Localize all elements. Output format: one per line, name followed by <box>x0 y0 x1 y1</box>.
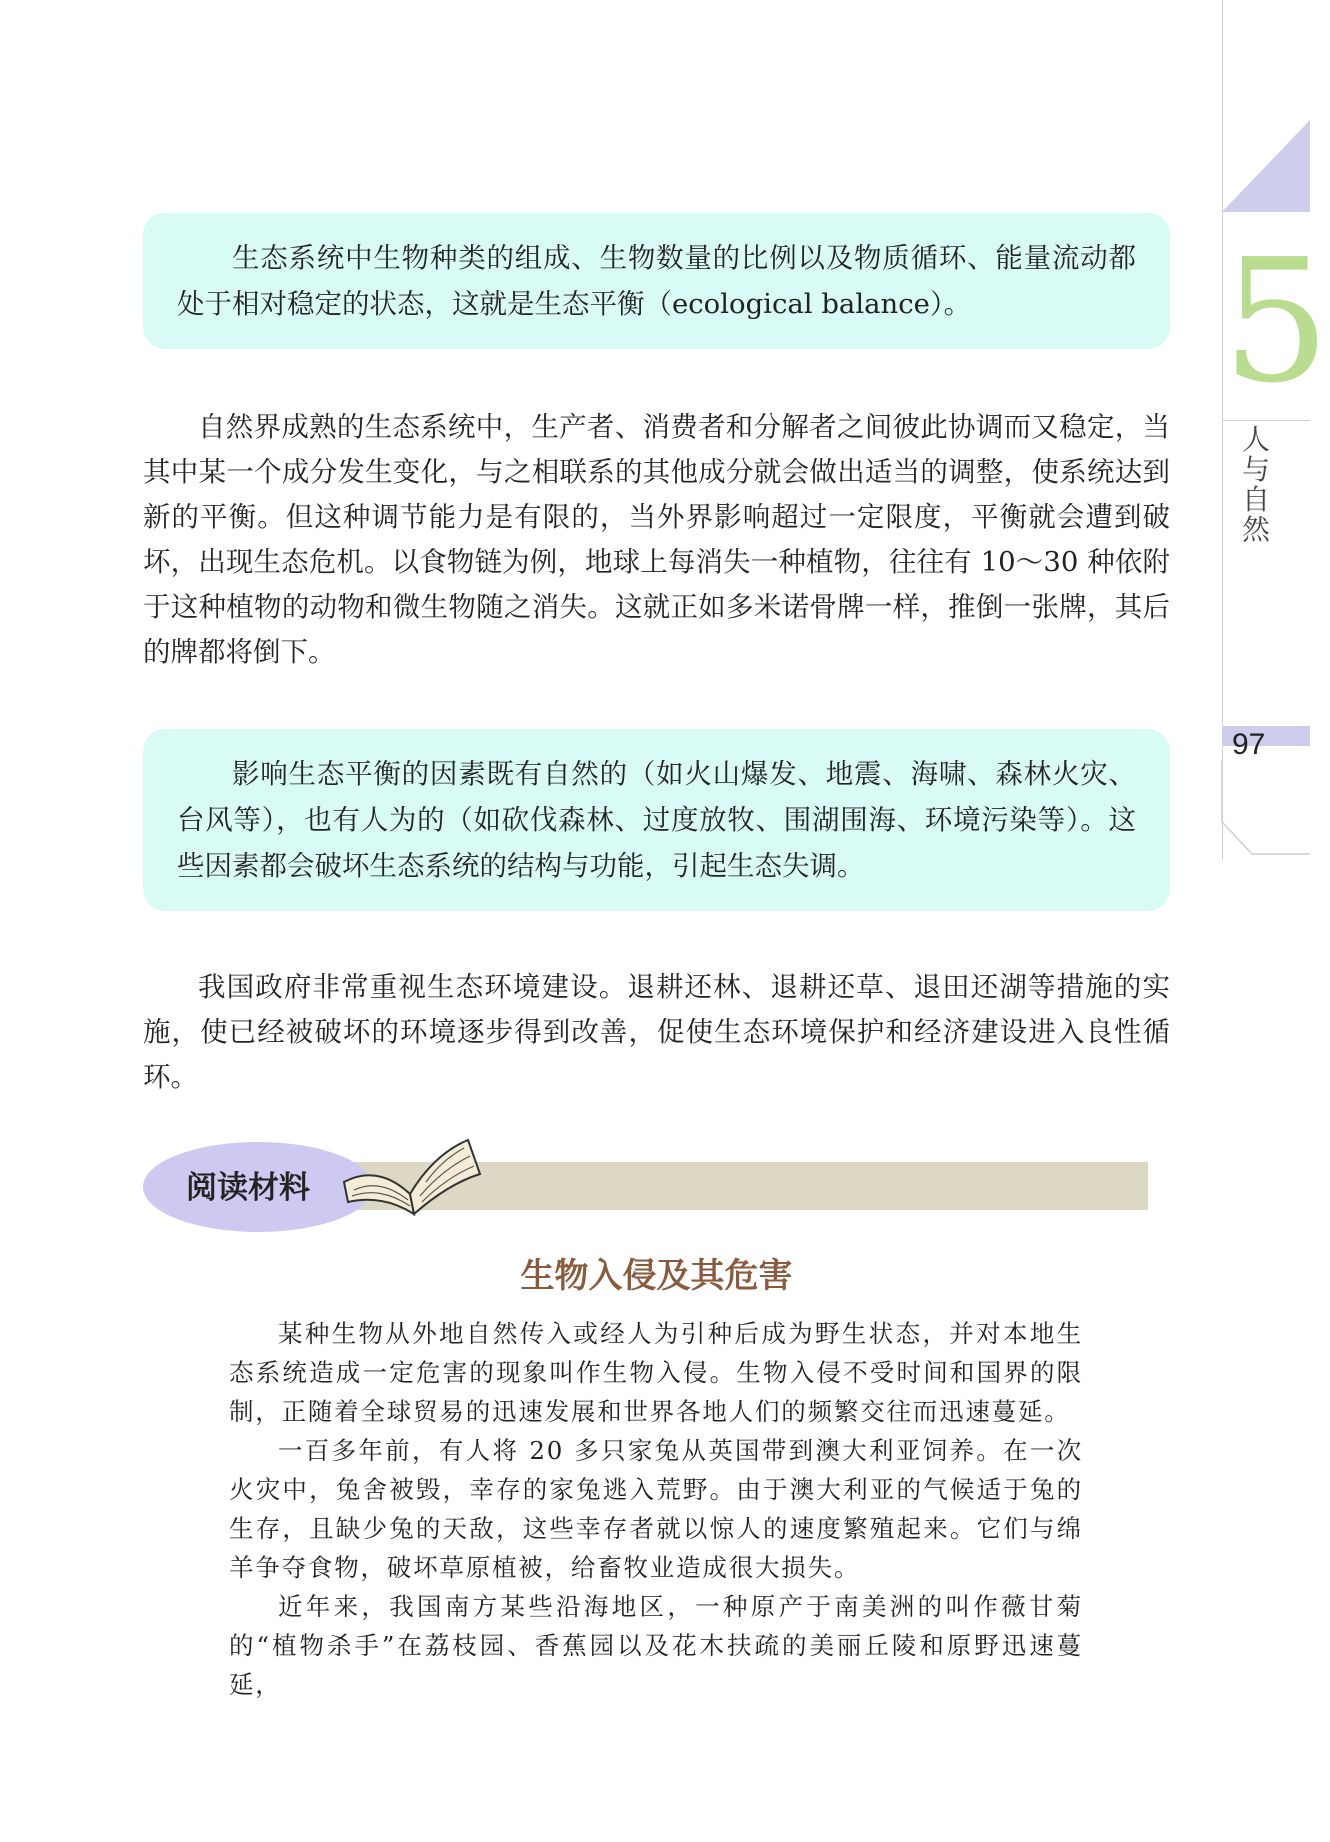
callout-text: 生态系统中生物种类的组成、生物数量的比例以及物质循环、能量流动都处于相对稳定的状态，这就是生态平衡（ecological balance）。 <box>177 242 1136 320</box>
callout-text: 影响生态平衡的因素既有自然的（如火山爆发、地震、海啸、森林火灾、台风等），也有人为的（如砍伐森林、过度放牧、围湖围海、环境污染等）。这些因素都会破坏生态系统的结构与功能，引起生态失调。 <box>177 758 1136 882</box>
definition-callout <box>143 213 1170 349</box>
body-paragraph: 我国政府非常重视生态环境建设。退耕还林、退耕还草、退田还湖等措施的实施，使已经被破坏的环境逐步得到改善，促使生态环境保护和经济建设进入良性循环。 <box>143 971 1170 1093</box>
reading-paragraph: 某种生物从外地自然传入或经人为引种后成为野生状态，并对本地生态系统造成一定危害的现象叫作生物入侵。生物入侵不受时间和国界的限制，正随着全球贸易的迅速发展和世界各地人们的频繁交往而迅速蔓延。 <box>229 1319 1083 1426</box>
factors-callout <box>143 729 1170 911</box>
open-book-icon <box>338 1134 486 1218</box>
reading-paragraph: 近年来，我国南方某些沿海地区，一种原产于南美洲的叫作薇甘菊的“植物杀手”在荔枝园、香蕉园以及花木扶疏的美丽丘陵和原野迅速蔓延， <box>229 1592 1083 1699</box>
chapter-title-char: 人 <box>1241 423 1270 456</box>
body-paragraph: 自然界成熟的生态系统中，生产者、消费者和分解者之间彼此协调而又稳定，当其中某一个成分发生变化，与之相联系的其他成分就会做出适当的调整，使系统达到新的平衡。但这种调节能力是有限的，当外界影响超过一定限度，平衡就会遭到破坏，出现生态危机。以食物链为例，地球上每消失一种植物，往往有 10～30 种依附于这种植物的动物和微生物随之消失。这就正如多米诺骨牌一样，推倒一张牌，其后的牌都将倒下。 <box>143 411 1170 668</box>
chapter-title-char: 与 <box>1241 453 1270 486</box>
reading-title: 生物入侵及其危害 <box>520 1256 793 1296</box>
chapter-title-char: 然 <box>1241 513 1270 546</box>
reading-label: 阅读材料 <box>186 1170 310 1206</box>
page-number: 97 <box>1232 728 1266 761</box>
tab-divider <box>1222 420 1310 421</box>
reading-paragraph: 一百多年前，有人将 20 多只家兔从英国带到澳大利亚饲养。在一次火灾中，兔舍被毁，幸存的家兔逃入荒野。由于澳大利亚的气候适于兔的生存，且缺少兔的天敌，这些幸存者就以惊人的速度繁殖起来。它们与绵羊争夺食物，破坏草原植被，给畜牧业造成很大损失。 <box>229 1436 1083 1582</box>
chapter-number: 5 <box>1222 223 1330 421</box>
chapter-title <box>1236 423 1276 546</box>
chapter-title-char: 自 <box>1241 483 1270 516</box>
tab-bottom-corner <box>1222 760 1310 856</box>
